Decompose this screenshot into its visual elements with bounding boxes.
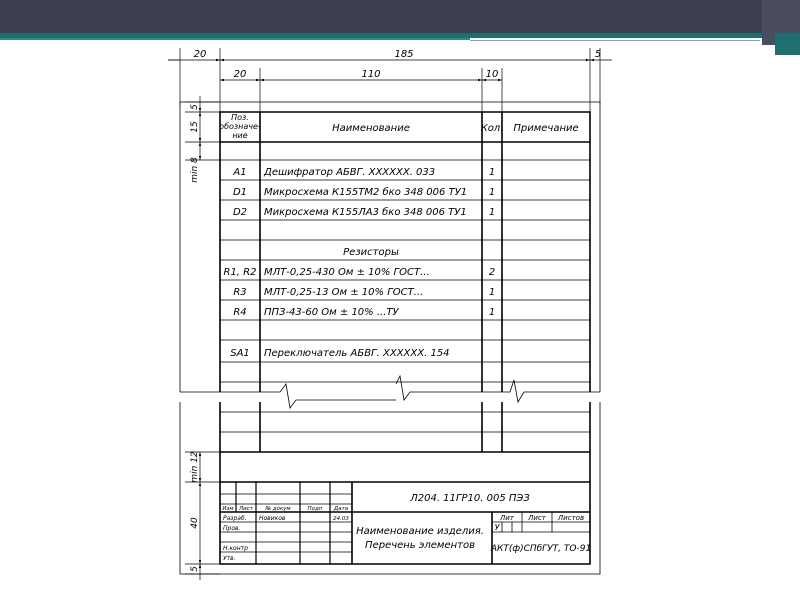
stamp-title-line1: Наименование изделия.: [356, 526, 484, 537]
stamp-developer-name: Новиков: [259, 515, 286, 522]
dim-right-margin: 5: [594, 49, 602, 60]
stamp-role-normcontrol: Н.контр: [223, 545, 248, 552]
stamp-developer-date: 24.03: [333, 516, 349, 522]
header-note: Примечание: [513, 123, 579, 134]
dim-col-name: 110: [361, 69, 381, 80]
row-7-name: МЛТ-0,25-13 Ом ± 10% ГОСТ...: [264, 287, 424, 298]
stamp-head-izm: Изм: [222, 506, 234, 512]
dim-row-height: min 8: [190, 157, 200, 183]
top-dimension-labels: [194, 49, 602, 80]
row-6-name: МЛТ-0,25-430 Ом ± 10% ГОСТ...: [264, 267, 430, 278]
dim-col-pos: 20: [233, 69, 247, 80]
row-2-qty: 1: [488, 187, 496, 198]
row-3-name: Микросхема К155ЛА3 бко 348 006 ТУ1: [264, 207, 467, 218]
stamp-head-doc: № докум: [265, 506, 291, 512]
stamp-organization: АКТ(ф)СПбГУТ, ТО-91: [490, 544, 592, 554]
row-8-pos: R4: [233, 307, 247, 318]
stamp-head-sign: Подп: [307, 506, 323, 512]
header-pos-line2: обозначе-: [219, 122, 261, 131]
dim-bottom-gap: 5: [190, 566, 200, 572]
dim-col-qty: 10: [485, 69, 499, 80]
row-1-name: Дешифратор АБВГ. XXXXXX. 033: [264, 167, 436, 178]
row-7-qty: 1: [488, 287, 496, 298]
stamp-role-approver: Утв.: [223, 555, 236, 562]
row-7-pos: R3: [233, 287, 247, 298]
dim-left-margin: 20: [193, 49, 207, 60]
lower-row-lines: [220, 412, 590, 432]
row-8-name: ППЗ-43-60 Ом ± 10% ...ТУ: [264, 307, 399, 318]
row-6-pos: R1, R2: [223, 267, 257, 278]
stamp-sheet-head: Лист: [528, 514, 546, 522]
row-2-name: Микросхема К155ТМ2 бко 348 006 ТУ1: [264, 187, 468, 198]
row-1-pos: A1: [233, 167, 247, 178]
row-8-qty: 1: [488, 307, 496, 318]
row-10-pos: SA1: [230, 348, 250, 359]
table-rows: [224, 167, 496, 359]
header-pos-line3: ние: [232, 131, 248, 140]
row-3-pos: D2: [232, 207, 248, 218]
header-name: Наименование: [332, 123, 410, 134]
row-2-pos: D1: [232, 187, 248, 198]
stamp-lit-head: Лит: [500, 514, 514, 522]
dim-header-height: 15: [190, 121, 200, 133]
row-10-name: Переключатель АБВГ. XXXXXX. 154: [264, 348, 450, 359]
stamp-doc-code: Л204. 11ГР10. 005 ПЭЗ: [410, 493, 530, 504]
stamp-lit-value: У: [494, 523, 500, 532]
stamp-head-date: Дата: [333, 506, 349, 512]
row-1-qty: 1: [488, 167, 496, 178]
break-lines: [180, 376, 600, 408]
header-pos-line1: Поз.: [231, 113, 249, 122]
dim-stamp-height: 40: [190, 517, 200, 529]
row-3-qty: 1: [488, 207, 496, 218]
row-6-qty: 2: [488, 267, 496, 278]
stamp-role-checker: Пров.: [223, 525, 241, 532]
header-qty: Кол.: [480, 123, 504, 134]
stamp-head-list: Лист: [239, 506, 253, 512]
dim-last-row-height: min 12: [190, 451, 200, 483]
row-5-section-title: Резисторы: [343, 247, 399, 258]
stamp-title-line2: Перечень элементов: [365, 540, 475, 551]
dim-top-gap: 5: [190, 104, 200, 110]
stamp-sheets-head: Листов: [557, 514, 585, 522]
table-header: [219, 113, 578, 140]
stamp-role-developer: Разраб.: [223, 515, 247, 522]
dim-total-width: 185: [394, 49, 414, 60]
left-dimension-labels: [190, 104, 200, 572]
